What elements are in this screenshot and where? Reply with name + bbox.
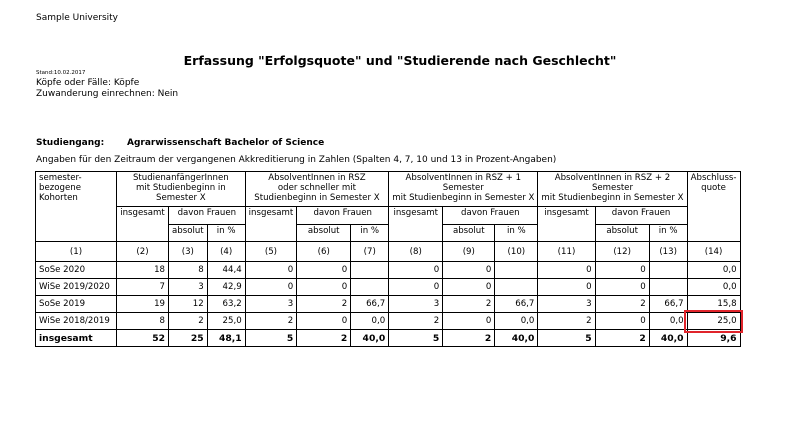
total-cell: 2 (443, 330, 495, 347)
value-cell: 0,0 (687, 279, 740, 296)
total-cell: 40,0 (495, 330, 538, 347)
value-cell: 18 (117, 262, 169, 279)
pct-header: in % (649, 225, 687, 242)
rsz1-header: AbsolventInnen in RSZ + 1 Semester mit Studienbeginn in Semester X (389, 172, 538, 207)
value-cell (495, 279, 538, 296)
value-cell: 0 (297, 313, 351, 330)
absolut-header: absolut (595, 225, 649, 242)
total-cell: 52 (117, 330, 169, 347)
koepfe-setting: Köpfe oder Fälle: Köpfe (36, 78, 140, 88)
value-cell: 0 (389, 279, 443, 296)
total-cell: 25 (169, 330, 208, 347)
value-cell: 7 (117, 279, 169, 296)
cohort-cell: SoSe 2019 (36, 296, 117, 313)
colnum: (9) (443, 242, 495, 262)
value-cell: 3 (538, 296, 595, 313)
total-label: insgesamt (36, 330, 117, 347)
pct-header: in % (351, 225, 389, 242)
anfaenger-header: StudienanfängerInnen mit Studienbeginn in Semester X (117, 172, 246, 207)
value-cell: 63,2 (207, 296, 245, 313)
value-cell: 2 (245, 313, 297, 330)
value-cell: 0 (245, 279, 297, 296)
cohort-cell: WiSe 2019/2020 (36, 279, 117, 296)
stand-date: Stand:10.02.2017 (36, 70, 86, 76)
value-cell: 0 (443, 313, 495, 330)
value-cell: 8 (117, 313, 169, 330)
cohort-cell: WiSe 2018/2019 (36, 313, 117, 330)
group-header-row (36, 172, 741, 207)
pct-header: in % (495, 225, 538, 242)
value-cell: 2 (389, 313, 443, 330)
value-cell: 66,7 (351, 296, 389, 313)
value-cell: 0 (443, 279, 495, 296)
studiengang-label: Studiengang: (36, 138, 105, 148)
value-cell: 19 (117, 296, 169, 313)
value-cell (649, 279, 687, 296)
zuwanderung-setting: Zuwanderung einrechnen: Nein (36, 89, 179, 99)
value-cell: 25,0 (207, 313, 245, 330)
value-cell: 15,8 (687, 296, 740, 313)
value-cell: 0 (595, 262, 649, 279)
colnum: (14) (687, 242, 740, 262)
colnum: (5) (245, 242, 297, 262)
rsz2-header: AbsolventInnen in RSZ + 2 Semester mit Studienbeginn in Semester X (538, 172, 687, 207)
studiengang-value: Agrarwissenschaft Bachelor of Science (127, 138, 325, 148)
sub-header-row (36, 207, 741, 225)
value-cell: 8 (169, 262, 208, 279)
colnum: (11) (538, 242, 595, 262)
erfolgsquote-table (35, 171, 741, 347)
value-cell: 2 (169, 313, 208, 330)
colnum: (13) (649, 242, 687, 262)
value-cell: 66,7 (649, 296, 687, 313)
colnum: (10) (495, 242, 538, 262)
total-cell: 2 (595, 330, 649, 347)
value-cell (495, 262, 538, 279)
value-cell: 0,0 (495, 313, 538, 330)
value-cell: 0 (595, 313, 649, 330)
value-cell (351, 279, 389, 296)
rsz-header: AbsolventInnen in RSZ oder schneller mit Studienbeginn in Semester X (245, 172, 389, 207)
insgesamt-header: insgesamt (538, 207, 595, 242)
value-cell: 66,7 (495, 296, 538, 313)
total-cell: 5 (389, 330, 443, 347)
value-cell: 2 (595, 296, 649, 313)
university-name: Sample University (36, 13, 119, 23)
value-cell: 0,0 (649, 313, 687, 330)
total-cell: 2 (297, 330, 351, 347)
value-cell: 0 (538, 262, 595, 279)
total-cell: 40,0 (351, 330, 389, 347)
insgesamt-header: insgesamt (389, 207, 443, 242)
column-number-row (36, 242, 741, 262)
value-cell: 2 (443, 296, 495, 313)
colnum: (12) (595, 242, 649, 262)
absolut-header: absolut (297, 225, 351, 242)
value-cell: 0 (297, 279, 351, 296)
report-settings (36, 78, 178, 100)
value-cell: 0 (389, 262, 443, 279)
colnum: (7) (351, 242, 389, 262)
pct-header: in % (207, 225, 245, 242)
value-cell: 0 (297, 262, 351, 279)
value-cell: 0,0 (351, 313, 389, 330)
table-row (36, 313, 741, 330)
absolut-header: absolut (169, 225, 208, 242)
value-cell: 3 (169, 279, 208, 296)
quote-header: Abschluss- quote (687, 172, 740, 242)
colnum: (4) (207, 242, 245, 262)
value-cell: 2 (538, 313, 595, 330)
value-cell: 0 (595, 279, 649, 296)
value-cell: 0,0 (687, 262, 740, 279)
davon-frauen-header: davon Frauen (443, 207, 538, 225)
value-cell: 0 (443, 262, 495, 279)
insgesamt-header: insgesamt (117, 207, 169, 242)
value-cell: 3 (389, 296, 443, 313)
davon-frauen-header: davon Frauen (595, 207, 687, 225)
page-title: Erfassung "Erfolgsquote" und "Studierende nach Geschlecht" (183, 53, 617, 68)
absolut-header: absolut (443, 225, 495, 242)
value-cell: 0 (538, 279, 595, 296)
value-cell: 0 (245, 262, 297, 279)
total-cell: 40,0 (649, 330, 687, 347)
total-cell: 5 (245, 330, 297, 347)
total-row (36, 330, 741, 347)
insgesamt-header: insgesamt (245, 207, 297, 242)
table-row (36, 296, 741, 313)
value-cell: 3 (245, 296, 297, 313)
value-cell: 2 (297, 296, 351, 313)
value-cell: 44,4 (207, 262, 245, 279)
value-cell: 12 (169, 296, 208, 313)
table-row (36, 279, 741, 296)
davon-frauen-header: davon Frauen (297, 207, 389, 225)
total-cell: 5 (538, 330, 595, 347)
highlighted-quote-cell[interactable]: 25,0 (687, 313, 740, 330)
value-cell: 42,9 (207, 279, 245, 296)
colnum: (1) (36, 242, 117, 262)
value-cell (351, 262, 389, 279)
period-note: Angaben für den Zeitraum der vergangenen Akkreditierung in Zahlen (Spalten 4, 7, 10 und 13 in Prozent-Angaben) (36, 155, 557, 165)
cohort-cell: SoSe 2020 (36, 262, 117, 279)
kohorten-header: semester- bezogene Kohorten (36, 172, 117, 242)
colnum: (8) (389, 242, 443, 262)
value-cell (649, 262, 687, 279)
davon-frauen-header: davon Frauen (169, 207, 246, 225)
colnum: (6) (297, 242, 351, 262)
total-cell: 9,6 (687, 330, 740, 347)
colnum: (2) (117, 242, 169, 262)
table-row (36, 262, 741, 279)
colnum: (3) (169, 242, 208, 262)
total-cell: 48,1 (207, 330, 245, 347)
